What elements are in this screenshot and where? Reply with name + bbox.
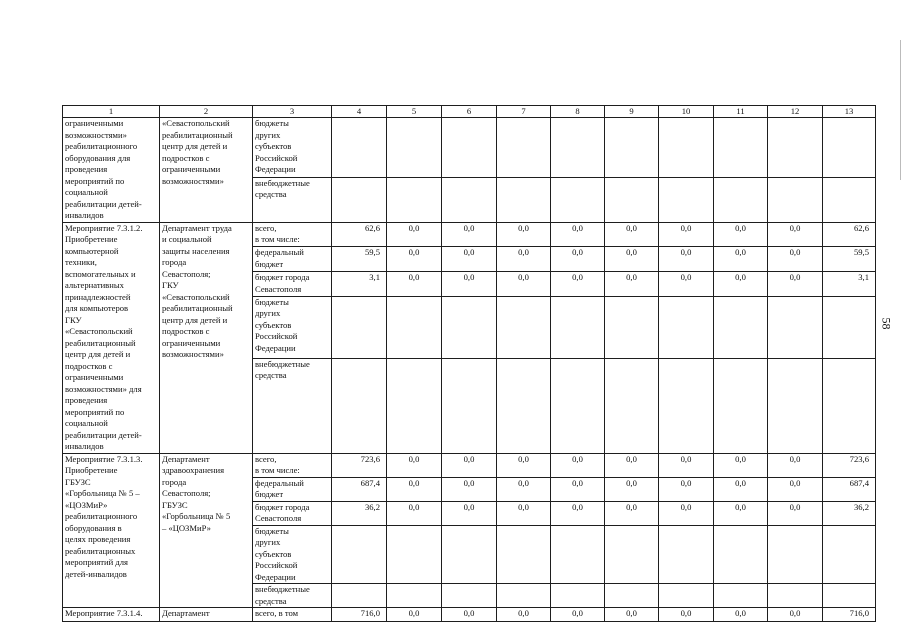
value-cell [497, 525, 551, 584]
value-cell: 0,0 [714, 272, 768, 297]
column-number-6: 6 [442, 106, 497, 118]
value-cell: 62,6 [823, 222, 876, 247]
value-cell: 0,0 [714, 608, 768, 622]
value-cell [497, 296, 551, 358]
value-cell: 0,0 [442, 247, 497, 272]
value-cell [605, 296, 659, 358]
value-cell [714, 584, 768, 608]
value-cell: 0,0 [551, 272, 605, 297]
value-cell [823, 118, 876, 178]
value-cell: 0,0 [551, 608, 605, 622]
column-number-11: 11 [714, 106, 768, 118]
value-cell [497, 177, 551, 222]
value-cell: 0,0 [605, 272, 659, 297]
column-number-1: 1 [63, 106, 160, 118]
funding-source: бюджеты других субъектов Российской Федерации [253, 525, 332, 584]
value-cell: 0,0 [497, 608, 551, 622]
value-cell: 0,0 [659, 272, 714, 297]
value-cell [823, 296, 876, 358]
value-cell: 0,0 [387, 477, 442, 501]
value-cell: 0,0 [768, 222, 823, 247]
value-cell: 0,0 [605, 453, 659, 477]
value-cell: 0,0 [605, 477, 659, 501]
measure-description: Мероприятие 7.3.1.2. Приобретение компьютерной техники, вспомогательных и альтернативных принадлежностей для компьютеров ГКУ «Севастопольский реабилитационный центр для детей и подростков с ограниченными возможностями» для проведения мероприятий по социальной реабилитации детей- инвалидов [63, 222, 160, 453]
executor-description: Департамент здравоохранения города Севастополя; ГБУЗС «Горбольница № 5 – «ЦОЗМиР» [160, 453, 253, 608]
value-cell: 0,0 [442, 222, 497, 247]
value-cell [823, 177, 876, 222]
value-cell: 59,5 [332, 247, 387, 272]
value-cell: 723,6 [823, 453, 876, 477]
value-cell: 0,0 [387, 453, 442, 477]
table-row [63, 608, 876, 622]
value-cell: 0,0 [442, 453, 497, 477]
value-cell: 0,0 [442, 272, 497, 297]
value-cell: 0,0 [551, 222, 605, 247]
header-row [63, 106, 876, 118]
value-cell: 0,0 [714, 501, 768, 525]
column-number-3: 3 [253, 106, 332, 118]
value-cell: 0,0 [551, 501, 605, 525]
value-cell: 0,0 [551, 453, 605, 477]
value-cell [605, 358, 659, 453]
value-cell: 0,0 [605, 222, 659, 247]
value-cell [659, 118, 714, 178]
value-cell [551, 118, 605, 178]
value-cell: 3,1 [332, 272, 387, 297]
value-cell [387, 584, 442, 608]
value-cell: 0,0 [497, 272, 551, 297]
column-number-2: 2 [160, 106, 253, 118]
value-cell: 0,0 [768, 501, 823, 525]
column-number-8: 8 [551, 106, 605, 118]
value-cell: 0,0 [768, 477, 823, 501]
value-cell [442, 118, 497, 178]
value-cell [768, 525, 823, 584]
value-cell: 0,0 [387, 608, 442, 622]
column-number-9: 9 [605, 106, 659, 118]
value-cell: 0,0 [497, 477, 551, 501]
value-cell: 59,5 [823, 247, 876, 272]
value-cell: 36,2 [332, 501, 387, 525]
value-cell [442, 525, 497, 584]
executor-description: Департамент труда и социальной защиты населения города Севастополя; ГКУ «Севастопольский реабилитационный центр для детей и подростков с ограниченными возможностями» [160, 222, 253, 453]
value-cell [497, 358, 551, 453]
value-cell: 0,0 [551, 477, 605, 501]
executor-description: Департамент [160, 608, 253, 622]
value-cell [332, 296, 387, 358]
value-cell: 36,2 [823, 501, 876, 525]
value-cell: 0,0 [442, 477, 497, 501]
value-cell: 0,0 [387, 222, 442, 247]
funding-source: федеральный бюджет [253, 477, 332, 501]
value-cell [659, 584, 714, 608]
column-number-13: 13 [823, 106, 876, 118]
column-number-7: 7 [497, 106, 551, 118]
value-cell [332, 177, 387, 222]
value-cell [823, 525, 876, 584]
value-cell: 0,0 [497, 453, 551, 477]
funding-source: бюджет города Севастополя [253, 501, 332, 525]
value-cell [442, 584, 497, 608]
value-cell [332, 118, 387, 178]
value-cell [387, 177, 442, 222]
value-cell: 62,6 [332, 222, 387, 247]
value-cell [497, 584, 551, 608]
value-cell: 0,0 [605, 608, 659, 622]
value-cell [714, 525, 768, 584]
table-row [63, 453, 876, 477]
value-cell [605, 177, 659, 222]
funding-source: всего, в том числе: [253, 222, 332, 247]
value-cell: 0,0 [605, 247, 659, 272]
value-cell: 0,0 [659, 453, 714, 477]
value-cell: 716,0 [823, 608, 876, 622]
value-cell [387, 358, 442, 453]
value-cell: 0,0 [659, 247, 714, 272]
value-cell [659, 296, 714, 358]
measure-description: ограниченными возможностями» реабилитационного оборудования для проведения мероприятий по социальной реабилитации детей- инвалидов [63, 118, 160, 223]
budget-table [62, 105, 876, 622]
value-cell: 0,0 [714, 247, 768, 272]
value-cell: 0,0 [387, 501, 442, 525]
funding-source: внебюджетные средства [253, 358, 332, 453]
value-cell [442, 177, 497, 222]
funding-source: бюджеты других субъектов Российской Федерации [253, 296, 332, 358]
value-cell: 723,6 [332, 453, 387, 477]
value-cell: 687,4 [332, 477, 387, 501]
value-cell: 0,0 [714, 453, 768, 477]
value-cell: 0,0 [442, 608, 497, 622]
value-cell: 0,0 [768, 453, 823, 477]
funding-source: внебюджетные средства [253, 584, 332, 608]
value-cell [442, 358, 497, 453]
value-cell: 687,4 [823, 477, 876, 501]
value-cell [605, 584, 659, 608]
funding-source: всего, в том числе: [253, 453, 332, 477]
value-cell: 0,0 [497, 247, 551, 272]
value-cell: 0,0 [768, 247, 823, 272]
value-cell [551, 358, 605, 453]
value-cell: 3,1 [823, 272, 876, 297]
measure-description: Мероприятие 7.3.1.3. Приобретение ГБУЗС «Горбольница № 5 – «ЦОЗМиР» реабилитационного оборудования в целях проведения реабилитационных мероприятий для детей-инвалидов [63, 453, 160, 608]
value-cell: 716,0 [332, 608, 387, 622]
value-cell: 0,0 [659, 477, 714, 501]
value-cell [768, 296, 823, 358]
value-cell [714, 118, 768, 178]
value-cell [551, 177, 605, 222]
value-cell [551, 584, 605, 608]
value-cell [387, 296, 442, 358]
value-cell [768, 118, 823, 178]
measure-description: Мероприятие 7.3.1.4. [63, 608, 160, 622]
value-cell: 0,0 [659, 608, 714, 622]
value-cell [497, 118, 551, 178]
value-cell [551, 296, 605, 358]
page-edge-shadow [900, 40, 901, 180]
value-cell [714, 296, 768, 358]
value-cell: 0,0 [714, 477, 768, 501]
value-cell: 0,0 [768, 272, 823, 297]
column-number-4: 4 [332, 106, 387, 118]
value-cell [823, 584, 876, 608]
column-number-10: 10 [659, 106, 714, 118]
column-number-5: 5 [387, 106, 442, 118]
value-cell: 0,0 [497, 222, 551, 247]
value-cell: 0,0 [605, 501, 659, 525]
value-cell [768, 358, 823, 453]
table-row [63, 118, 876, 178]
value-cell [442, 296, 497, 358]
value-cell: 0,0 [442, 501, 497, 525]
table-row [63, 222, 876, 247]
value-cell [387, 525, 442, 584]
funding-source: бюджет города Севастополя [253, 272, 332, 297]
value-cell [714, 177, 768, 222]
value-cell [823, 358, 876, 453]
value-cell: 0,0 [387, 247, 442, 272]
value-cell [659, 358, 714, 453]
executor-description: «Севастопольский реабилитационный центр для детей и подростков с ограниченными возможностями» [160, 118, 253, 223]
value-cell: 0,0 [714, 222, 768, 247]
page-number: 58 [879, 317, 894, 330]
funding-source: федеральный бюджет [253, 247, 332, 272]
value-cell [332, 525, 387, 584]
value-cell: 0,0 [551, 247, 605, 272]
funding-source: внебюджетные средства [253, 177, 332, 222]
funding-source: всего, в том [253, 608, 332, 622]
value-cell: 0,0 [659, 222, 714, 247]
value-cell: 0,0 [768, 608, 823, 622]
value-cell: 0,0 [387, 272, 442, 297]
funding-source: бюджеты других субъектов Российской Федерации [253, 118, 332, 178]
column-number-12: 12 [768, 106, 823, 118]
value-cell [768, 177, 823, 222]
value-cell: 0,0 [659, 501, 714, 525]
value-cell [768, 584, 823, 608]
value-cell [551, 525, 605, 584]
value-cell: 0,0 [497, 501, 551, 525]
value-cell [605, 118, 659, 178]
value-cell [387, 118, 442, 178]
value-cell [659, 177, 714, 222]
value-cell [659, 525, 714, 584]
value-cell [605, 525, 659, 584]
value-cell [332, 584, 387, 608]
value-cell [332, 358, 387, 453]
value-cell [714, 358, 768, 453]
